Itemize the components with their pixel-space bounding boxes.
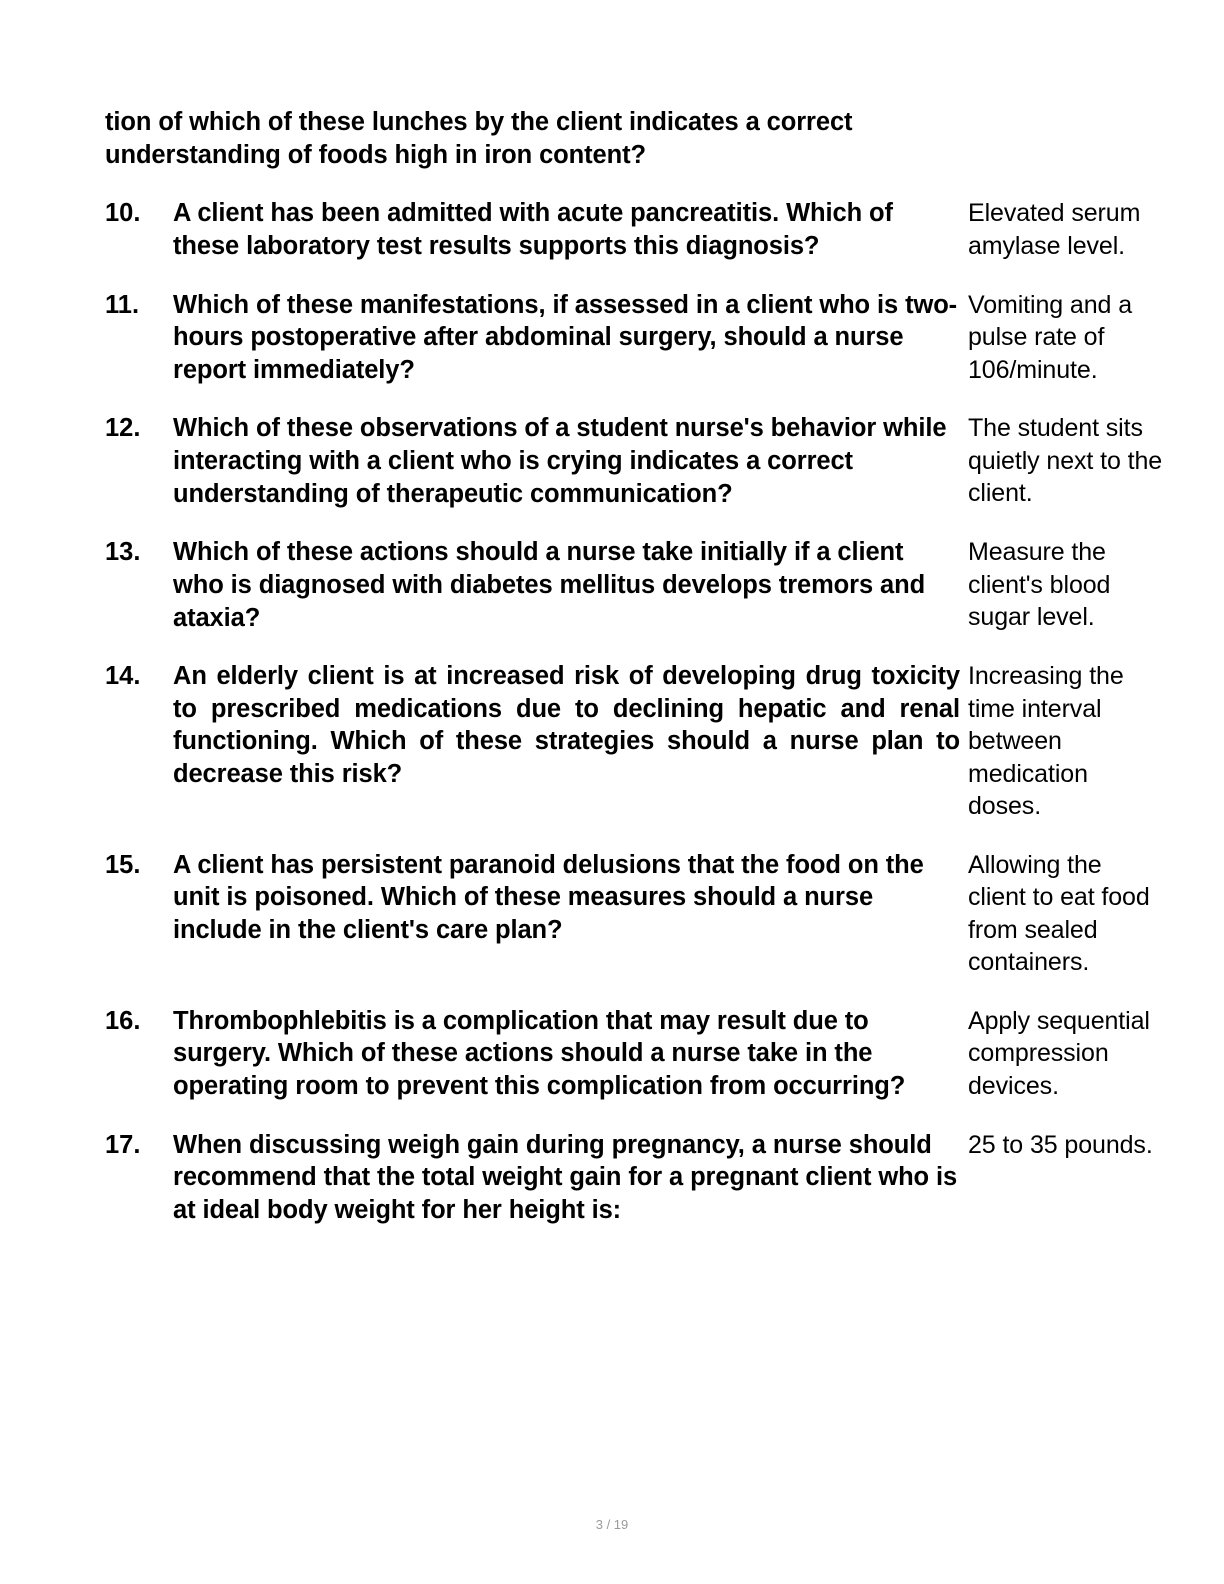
continuation-paragraph: tion of which of these lunches by the client indicates a correct understanding of foods high in iron content?	[105, 108, 853, 169]
question-text: A client has persistent paranoid delusions that the food on the unit is poisoned. Which of these measures should a nurse include in the client's care plan?	[173, 850, 924, 944]
question-answer: Elevated serum amylase level.	[968, 199, 1141, 260]
question-text: A client has been admitted with acute pancreatitis. Which of these laboratory test results supports this diagnosis?	[173, 199, 893, 260]
question-text: Thrombophlebitis is a complication that may result due to surgery. Which of these actions should a nurse take in the operating room to prevent this complication from occurring?	[173, 1006, 906, 1100]
question-answer: Apply sequential compression devices.	[968, 1006, 1150, 1100]
question-row	[105, 412, 1164, 510]
question-number: 14.	[105, 662, 141, 691]
question-row	[105, 536, 1164, 634]
question-text: Which of these observations of a student nurse's behavior while interacting with a client who is crying indicates a correct understanding of therapeutic communication?	[173, 414, 947, 508]
question-text: When discussing weigh gain during pregnancy, a nurse should recommend that the total weight gain for a pregnant client who is at ideal body weight for her height is:	[173, 1130, 958, 1224]
question-row	[105, 197, 1164, 262]
question-row	[105, 1129, 1164, 1227]
question-number: 11.	[105, 290, 140, 319]
question-number: 17.	[105, 1130, 141, 1159]
question-number: 12.	[105, 414, 141, 443]
question-answer: Allowing the client to eat food from sealed containers.	[968, 850, 1150, 977]
question-number: 16.	[105, 1006, 141, 1035]
question-number: 10.	[105, 199, 141, 228]
question-row	[105, 660, 1164, 823]
question-row	[105, 1005, 1164, 1103]
question-row	[105, 289, 1164, 387]
question-text: Which of these manifestations, if assessed in a client who is two-hours postoperative after abdominal surgery, should a nurse report immediately?	[173, 290, 958, 384]
question-row	[105, 849, 1164, 979]
question-number: 13.	[105, 538, 141, 567]
question-answer: 25 to 35 pounds.	[968, 1130, 1153, 1159]
question-number: 15.	[105, 850, 141, 879]
page-footer: 3 / 19	[595, 1517, 629, 1532]
question-answer: The student sits quietly next to the client.	[968, 414, 1163, 508]
question-text: An elderly client is at increased risk of developing drug toxicity to prescribed medications due to declining hepatic and renal functioning. Which of these strategies should a nurse plan to decrease this risk?	[173, 662, 960, 788]
question-answer: Vomiting and a pulse rate of 106/minute.	[968, 290, 1132, 384]
question-answer: Measure the client's blood sugar level.	[968, 538, 1111, 632]
question-text: Which of these actions should a nurse take initially if a client who is diagnosed with diabetes mellitus develops tremors and ataxia?	[173, 538, 926, 632]
question-answer: Increasing the time interval between medication doses.	[968, 662, 1124, 821]
